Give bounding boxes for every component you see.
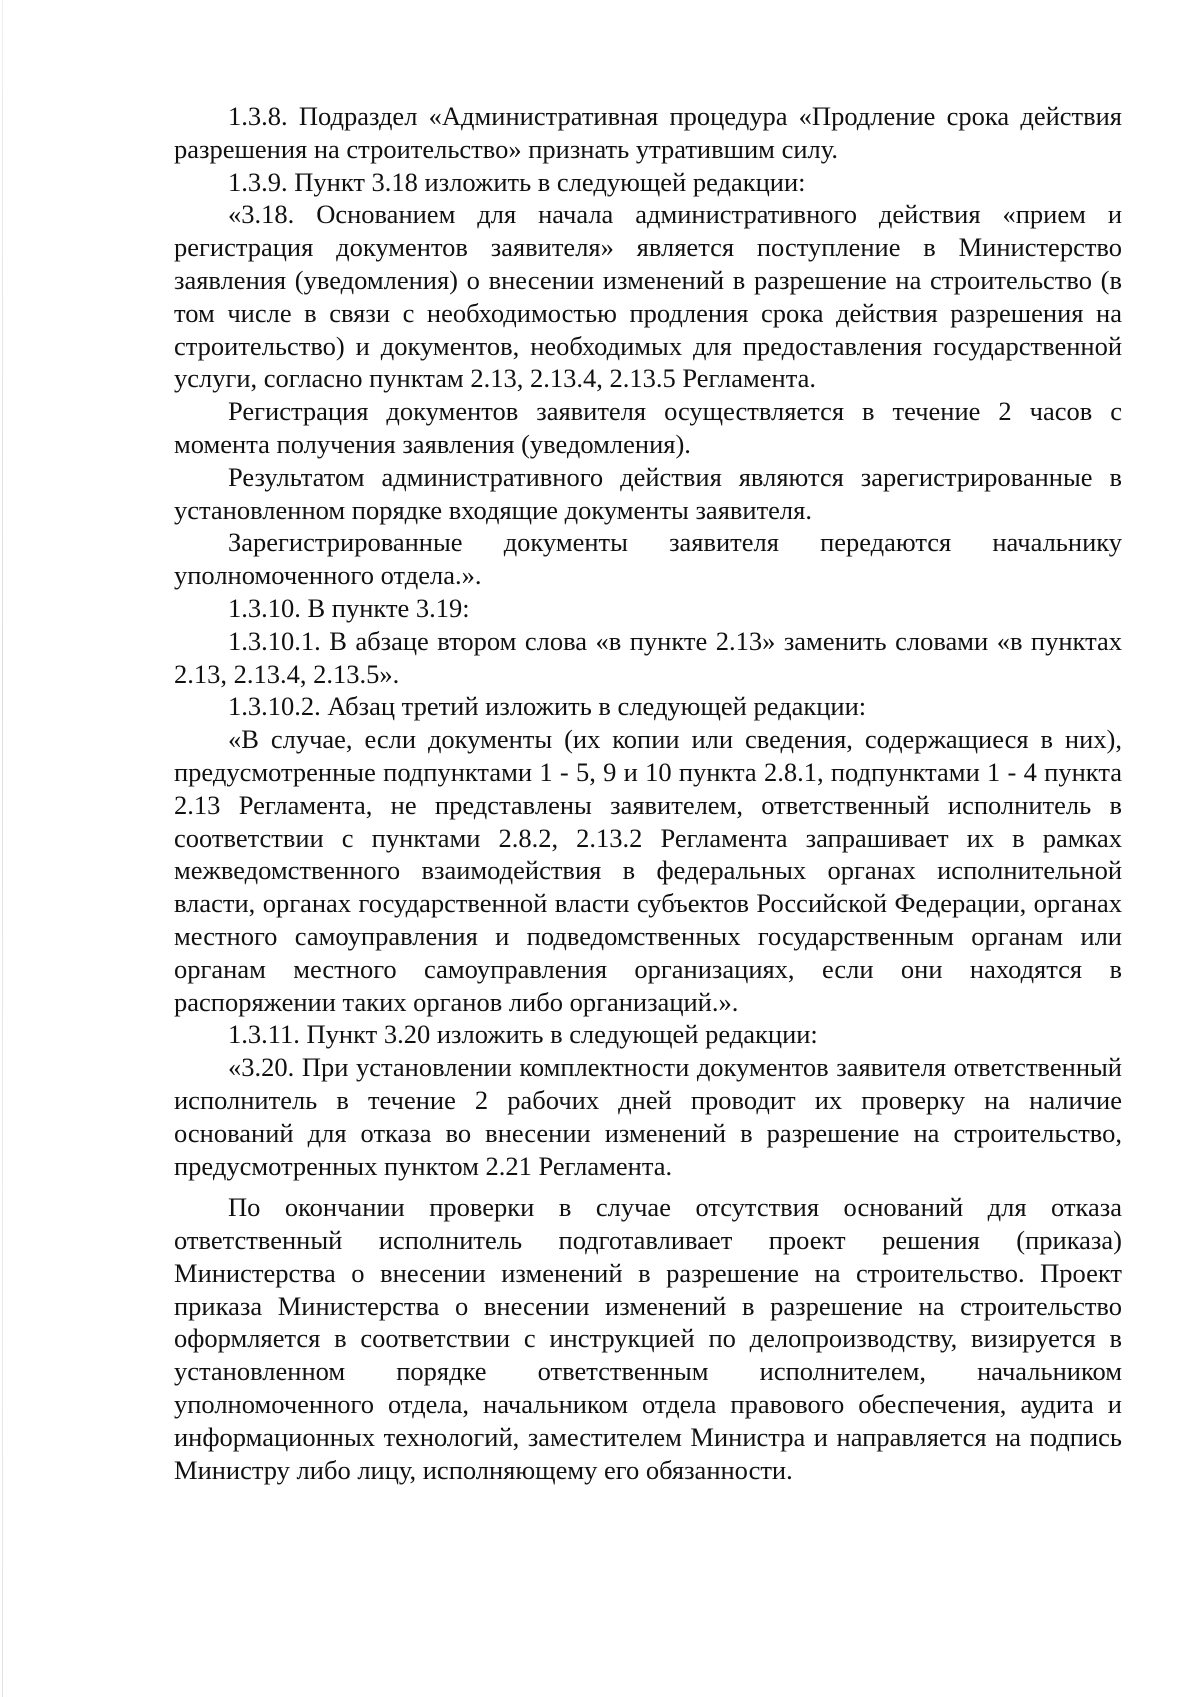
paragraph-action-result: Результатом административного действия являются зарегистрированные в установленном порядке входящие документы заявителя. — [174, 461, 1122, 525]
paragraph-interagency-request: «В случае, если документы (их копии или сведения, содержащиеся в них), предусмотренные подпунктами 1 - 5, 9 и 10 пункта 2.8.1, подпунктами 1 - 4 пункта 2.13 Регламента, не представлены заявителем, ответственный исполнитель в соответствии с пунктами 2.8.2, 2.13.2 Регламента запрашивает их в рамках межведомственного взаимодействия в федеральных органах исполнительной власти, органах государственной власти субъектов Российской Федерации, органах местного самоуправления и подведомственных государственным органам или органам местного самоуправления организациях, если они находятся в распоряжении таких органов либо организаций.». — [174, 724, 1122, 1017]
paragraph-1-3-11: 1.3.11. Пункт 3.20 изложить в следующей редакции: — [228, 1019, 818, 1050]
paragraph-1-3-10: 1.3.10. В пункте 3.19: — [228, 592, 470, 623]
paragraph-documents-transfer: Зарегистрированные документы заявителя передаются начальнику уполномоченного отдела.». — [174, 527, 1122, 591]
document-body — [174, 100, 1122, 1486]
paragraph-1-3-9: 1.3.9. Пункт 3.18 изложить в следующей редакции: — [228, 166, 806, 197]
scan-edge-line — [2, 0, 3, 1697]
paragraph-1-3-10-2: 1.3.10.2. Абзац третий изложить в следующей редакции: — [228, 691, 867, 722]
paragraph-3-18-basis: «3.18. Основанием для начала административного действия «прием и регистрация документов заявителя» является поступление в Министерство заявления (уведомления) о внесении изменений в разрешение на строительство (в том числе в связи с необходимостью продления срока действия разрешения на строительство) и документов, необходимых для предоставления государственной услуги, согласно пунктам 2.13, 2.13.4, 2.13.5 Регламента. — [174, 199, 1122, 394]
paragraph-1-3-8: 1.3.8. Подраздел «Административная процедура «Продление срока действия разрешения на строительство» признать утратившим силу. — [174, 101, 1122, 164]
paragraph-order-preparation: По окончании проверки в случае отсутствия оснований для отказа ответственный исполнитель подготавливает проект решения (приказа) Министерства о внесении изменений в разрешение на строительство. Проект приказа Министерства о внесении изменений в разрешение на строительство оформляется в соответствии с инструкцией по делопроизводству, визируется в установленном порядке ответственным исполнителем, начальником уполномоченного отдела, начальником отдела правового обеспечения, аудита и информационных технологий, заместителем Министра и направляется на подпись Министру либо лицу, исполняющему его обязанности. — [174, 1192, 1122, 1485]
paragraph-3-20-check: «3.20. При установлении комплектности документов заявителя ответственный исполнитель в течение 2 рабочих дней проводит их проверку на наличие оснований для отказа во внесении изменений в разрешение на строительство, предусмотренных пунктом 2.21 Регламента. — [174, 1052, 1122, 1181]
paragraph-registration-time: Регистрация документов заявителя осуществляется в течение 2 часов с момента получения заявления (уведомления). — [174, 396, 1122, 459]
paragraph-1-3-10-1: 1.3.10.1. В абзаце втором слова «в пункте 2.13» заменить словами «в пунктах 2.13, 2.13.4, 2.13.5». — [174, 625, 1122, 689]
